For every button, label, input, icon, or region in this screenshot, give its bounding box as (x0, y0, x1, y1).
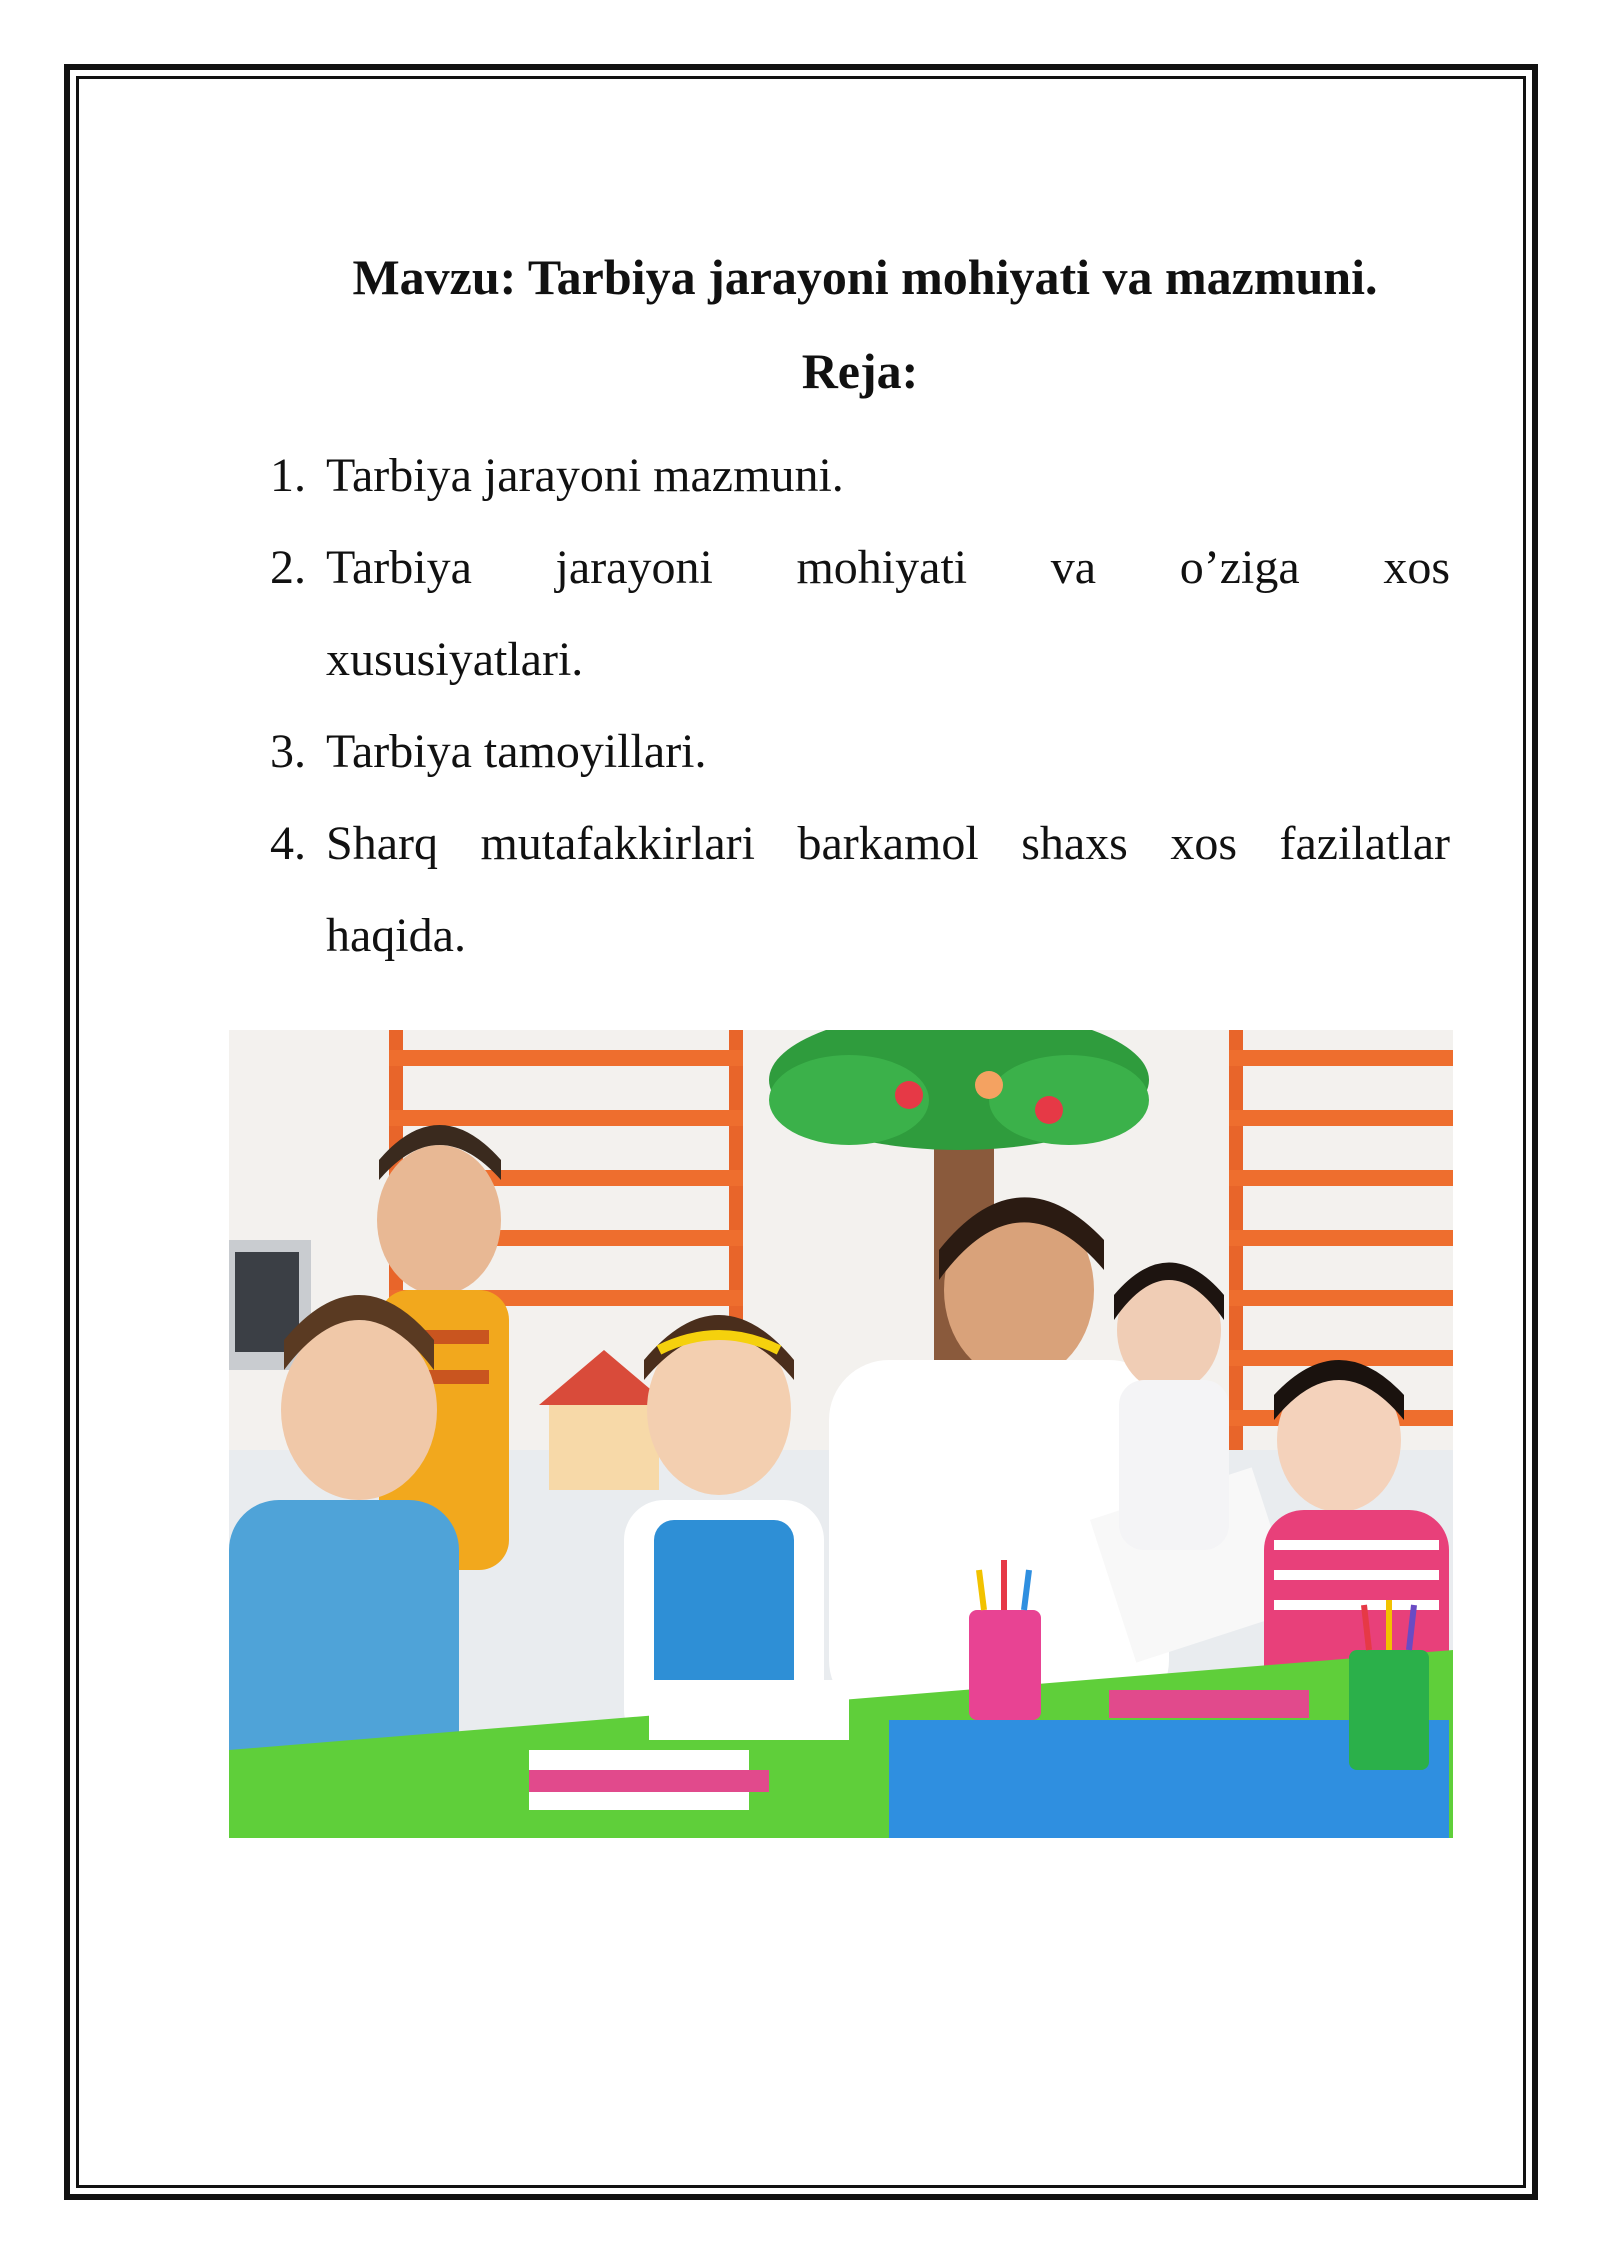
plan-item-2 (270, 522, 1450, 706)
plan-item-1 (270, 430, 1450, 522)
document-title: Mavzu: Tarbiya jarayoni mohiyati va mazmuni. (352, 249, 1378, 305)
plan-item-text: Tarbiya jarayoni mazmuni. (326, 449, 844, 502)
plan-item-number: 4. (270, 817, 306, 870)
plan-item-text-continued: haqida. (326, 909, 466, 962)
plan-item-text-continued: xususiyatlari. (326, 633, 584, 686)
figure-girl-back (1114, 1263, 1229, 1551)
classroom-illustration (229, 1030, 1453, 1838)
plan-heading: Reja: (801, 343, 919, 399)
plan-item-number: 2. (270, 541, 306, 594)
plan-list (270, 430, 1450, 982)
plan-item-number: 3. (270, 725, 306, 778)
plan-item-3 (270, 706, 1450, 798)
plan-item-text: Sharq mutafakkirlari barkamol shaxs xos fazilatlar (326, 817, 1450, 870)
plan-item-number: 1. (270, 449, 306, 502)
plan-item-text: Tarbiya jarayoni mohiyati va o’ziga xos (326, 541, 1450, 594)
plan-item-text: Tarbiya tamoyillari. (326, 725, 707, 778)
plan-item-4 (270, 798, 1450, 982)
classroom-photo (229, 1030, 1453, 1838)
